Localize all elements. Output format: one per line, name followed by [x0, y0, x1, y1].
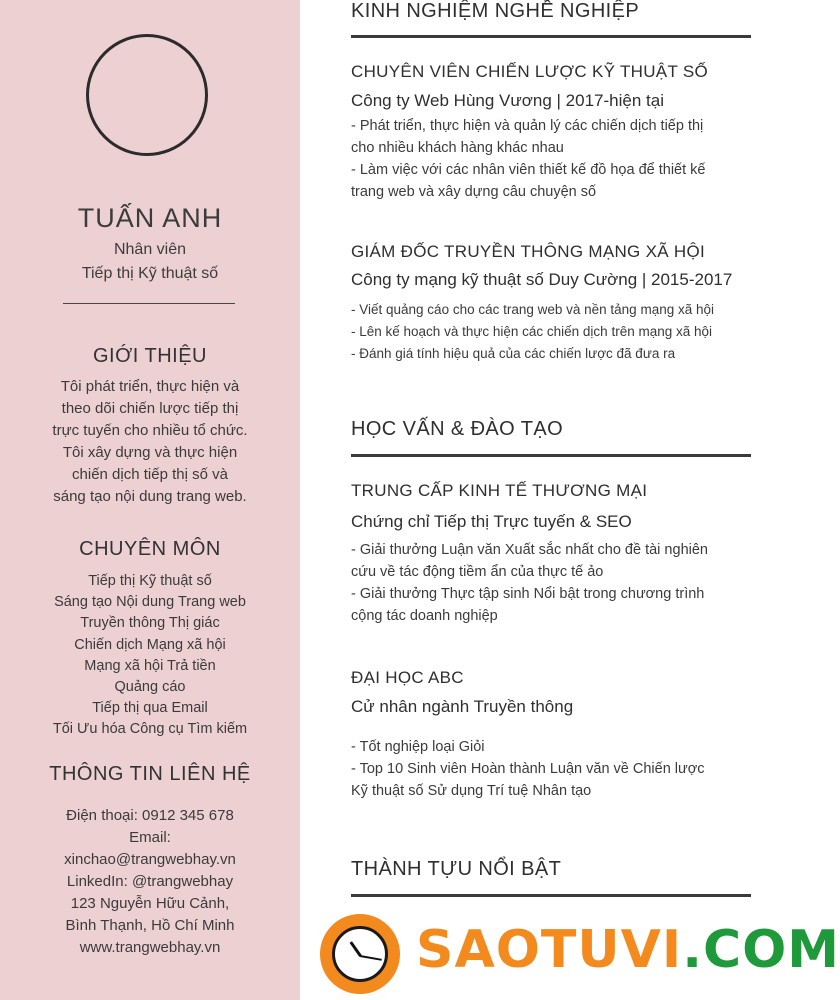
profile-role-line-1: Nhân viên [113, 241, 187, 258]
sidebar-divider [63, 303, 235, 304]
experience-heading: KINH NGHIỆM NGHỀ NGHIỆP [351, 0, 640, 22]
bullet-line: - Top 10 Sinh viên Hoàn thành Luận văn về Chiến lược [351, 761, 705, 777]
job-2-company: Công ty mạng kỹ thuật số Duy Cường | 2015-2017 [351, 270, 733, 289]
achievements-rule [351, 894, 751, 897]
education-rule [351, 454, 751, 457]
experience-rule [351, 35, 751, 38]
education-1-title: TRUNG CẤP KINH TẾ THƯƠNG MẠI [351, 481, 648, 500]
about-line: Tôi xây dựng và thực hiện [62, 444, 238, 461]
bullet-line: Kỹ thuật số Sử dụng Trí tuệ Nhân tạo [351, 783, 592, 799]
education-1-degree: Chứng chỉ Tiếp thị Trực tuyến & SEO [351, 512, 632, 531]
bullet-line: - Giải thưởng Luận văn Xuất sắc nhất cho đề tài nghiên [351, 542, 708, 558]
education-2-title: ĐẠI HỌC ABC [351, 668, 464, 687]
brand-name: SAOTUVI [416, 920, 683, 980]
contact-info [0, 805, 300, 959]
bullet-line: - Làm việc với các nhân viên thiết kế đồ họa để thiết kế [351, 162, 706, 178]
education-2-degree: Cử nhân ngành Truyền thông [351, 697, 574, 716]
skill-item: Sáng tạo Nội dung Trang web [54, 594, 246, 611]
skill-item: Tối Ưu hóa Công cụ Tìm kiếm [52, 721, 248, 738]
job-1-company: Công ty Web Hùng Vương | 2017-hiện tại [351, 91, 664, 110]
skills-list [0, 571, 300, 741]
bullet-line: - Tốt nghiệp loại Giỏi [351, 739, 485, 755]
bullet-line: cộng tác doanh nghiệp [351, 608, 498, 624]
skill-item: Chiến dịch Mạng xã hội [74, 636, 226, 653]
about-line: sáng tạo nội dung trang web. [53, 488, 247, 505]
achievements-heading: THÀNH TỰU NỔI BẬT [351, 858, 562, 880]
watermark-brand [416, 920, 840, 980]
bullet-line: - Giải thưởng Thực tập sinh Nổi bật trong chương trình [351, 586, 705, 602]
profile-role-line-2: Tiếp thị Kỹ thuật số [81, 265, 219, 282]
skill-item: Truyền thông Thị giác [80, 615, 220, 632]
job-2-bullets [351, 299, 714, 365]
bullet-line: - Viết quảng cáo cho các trang web và nền tảng mạng xã hội [351, 302, 714, 317]
about-line: trực tuyến cho nhiều tổ chức. [52, 422, 248, 439]
about-line: Tôi phát triển, thực hiện và [60, 378, 240, 395]
skill-item: Quảng cáo [114, 679, 186, 696]
about-line: theo dõi chiến lược tiếp thị [61, 400, 239, 417]
bullet-line: cho nhiều khách hàng khác nhau [351, 140, 564, 156]
contact-linkedin[interactable]: LinkedIn: @trangwebhay [66, 873, 234, 890]
about-text [0, 376, 300, 508]
education-2-bullets [351, 736, 704, 802]
bullet-line: trang web và xây dựng câu chuyện số [351, 184, 597, 200]
about-line: chiến dịch tiếp thị số và [72, 466, 228, 483]
skill-item: Tiếp thị qua Email [92, 700, 208, 717]
education-1-bullets [351, 539, 708, 627]
bullet-line: - Phát triển, thực hiện và quản lý các chiến dịch tiếp thị [351, 118, 704, 134]
watermark-logo [320, 912, 840, 996]
contact-address-line-2: Bình Thạnh, Hồ Chí Minh [65, 917, 235, 934]
bullet-line: - Lên kế hoạch và thực hiện các chiến dịch trên mạng xã hội [351, 324, 712, 339]
job-1-bullets [351, 115, 706, 203]
contact-email[interactable]: xinchao@trangwebhay.vn [64, 851, 236, 868]
contact-email-label: Email: [129, 829, 171, 846]
avatar [86, 34, 208, 156]
skills-heading: CHUYÊN MÔN [79, 538, 221, 560]
skill-item: Mạng xã hội Trả tiền [84, 657, 216, 674]
education-heading: HỌC VẤN & ĐÀO TẠO [351, 418, 564, 440]
brand-domain: .COM [682, 920, 840, 980]
about-heading: GIỚI THIỆU [92, 345, 207, 367]
bullet-line: - Đánh giá tính hiệu quả của các chiến lược đã đưa ra [351, 346, 676, 361]
contact-phone: Điện thoại: 0912 345 678 [66, 807, 234, 824]
job-2-title: GIÁM ĐỐC TRUYỀN THÔNG MẠNG XÃ HỘI [351, 242, 706, 261]
bullet-line: cứu về tác động tiềm ẩn của thực tế ảo [351, 564, 604, 580]
skill-item: Tiếp thị Kỹ thuật số [88, 573, 212, 589]
contact-address-line-1: 123 Nguyễn Hữu Cảnh, [70, 895, 230, 912]
profile-name: TUẤN ANH [77, 203, 223, 233]
contact-website[interactable]: www.trangwebhay.vn [79, 939, 221, 956]
job-1-title: CHUYÊN VIÊN CHIẾN LƯỢC KỸ THUẬT SỐ [351, 62, 709, 81]
sidebar [0, 0, 300, 1000]
clock-icon [320, 914, 400, 994]
contact-heading: THÔNG TIN LIÊN HỆ [49, 763, 251, 785]
